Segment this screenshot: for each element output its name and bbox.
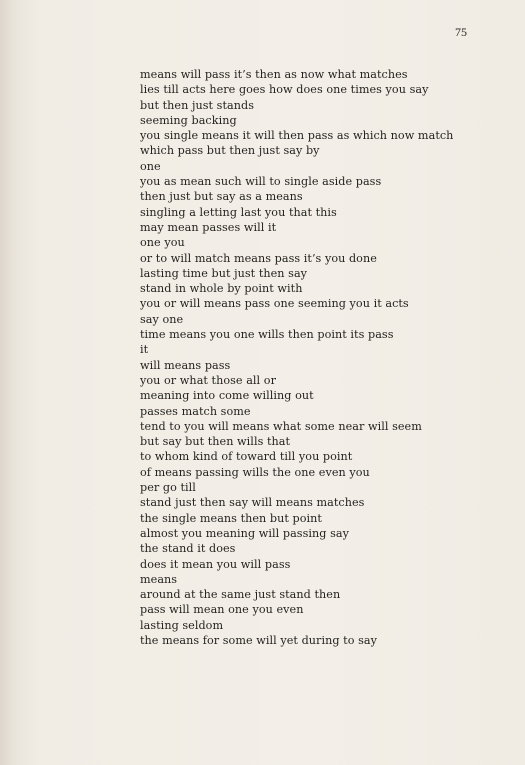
- poem-line: stand just then say will means matches: [140, 496, 365, 510]
- poem-line: almost you meaning will passing say: [140, 526, 349, 540]
- poem-line: time means you one wills then point its pass: [140, 328, 394, 342]
- poem-line: around at the same just stand then: [140, 588, 341, 602]
- poem-line: you or what those all or: [140, 373, 276, 387]
- poem-line: of means passing wills the one even you: [140, 465, 370, 479]
- poem-line: seeming backing: [140, 113, 237, 127]
- poem-line: one: [140, 159, 161, 173]
- poem-line: the means for some will yet during to say: [140, 633, 377, 647]
- poem-line: lasting seldom: [140, 618, 224, 632]
- poem-line: pass will mean one you even: [140, 603, 304, 617]
- poem-line: one you: [140, 236, 185, 250]
- poem-line: you or will means pass one seeming you it acts: [140, 297, 409, 311]
- poem-text: [140, 67, 453, 648]
- poem-line: you as mean such will to single aside pass: [140, 175, 382, 189]
- poem-line: but say but then wills that: [140, 435, 291, 449]
- poem-line: lasting time but just then say: [140, 266, 308, 280]
- poem-line: or to will match means pass it’s you done: [140, 251, 377, 265]
- poem-line: the single means then but point: [140, 511, 322, 525]
- poem-line: which pass but then just say by: [140, 144, 320, 158]
- poem-line: to whom kind of toward till you point: [140, 450, 353, 464]
- page-number: 75: [455, 25, 467, 39]
- poem-line: you single means it will then pass as which now match: [140, 129, 454, 143]
- poem-line: it: [140, 343, 149, 357]
- poem-line: but then just stands: [140, 98, 254, 112]
- poem-line: means will pass it’s then as now what matches: [140, 68, 408, 81]
- poem-line: singling a letting last you that this: [140, 205, 337, 219]
- poem-line: may mean passes will it: [140, 220, 277, 234]
- poem-line: lies till acts here goes how does one times you say: [140, 83, 429, 97]
- poem-line: stand in whole by point with: [140, 282, 303, 296]
- poem-line: tend to you will means what some near will seem: [140, 419, 422, 433]
- poem-line: the stand it does: [140, 542, 236, 556]
- poem-line: means: [140, 572, 178, 586]
- poem-line: per go till: [140, 481, 196, 495]
- poem-line: does it mean you will pass: [140, 557, 291, 571]
- poem-line: will means pass: [140, 358, 231, 372]
- poem-line: passes match some: [140, 404, 251, 418]
- poem-line: meaning into come willing out: [140, 389, 314, 403]
- poem-line: then just but say as a means: [140, 190, 303, 204]
- poem-line: say one: [140, 312, 184, 326]
